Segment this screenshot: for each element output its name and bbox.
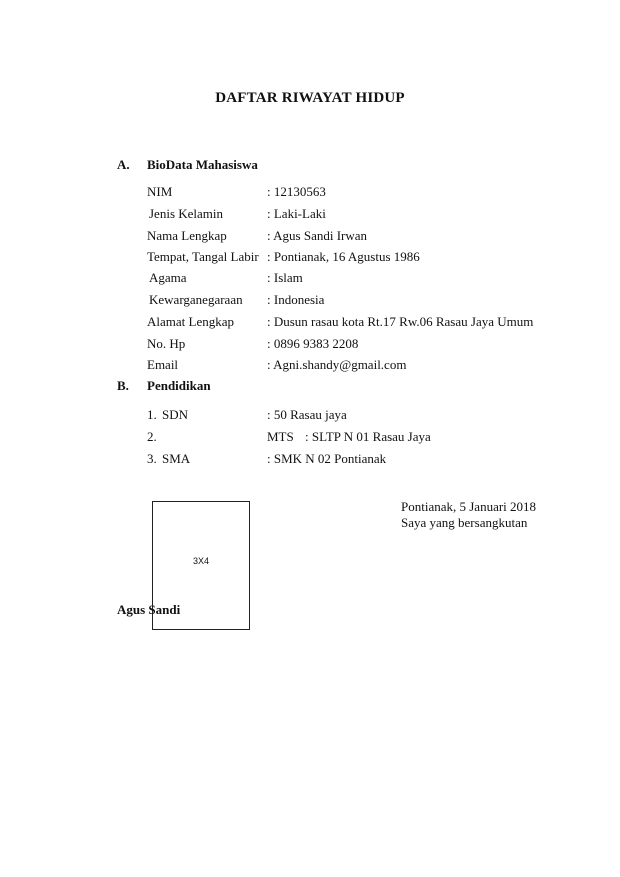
religion-label: Agama — [149, 270, 187, 285]
page-title: DAFTAR RIWAYAT HIDUP — [215, 90, 405, 106]
citizenship-value: : Indonesia — [267, 292, 325, 307]
full-name-label: Nama Lengkap — [147, 228, 227, 243]
email-value: : Agni.shandy@gmail.com — [267, 357, 407, 372]
section-a-title: BioData Mahasiswa — [147, 157, 258, 172]
birth-value: : Pontianak, 16 Agustus 1986 — [267, 249, 420, 264]
address-value: : Dusun rasau kota Rt.17 Rw.06 Rasau Jaya Umum — [267, 314, 534, 329]
citizenship-label: Kewarganegaraan — [149, 292, 243, 307]
section-a-letter: A. — [117, 157, 130, 172]
nim-value: : 12130563 — [267, 184, 326, 199]
address-label: Alamat Lengkap — [147, 314, 234, 329]
edu-2-value: : SLTP N 01 Rasau Jaya — [305, 429, 431, 444]
signature-statement: Saya yang bersangkutan — [401, 515, 528, 530]
birth-label: Tempat, Tangal Labir — [147, 249, 259, 264]
phone-label: No. Hp — [147, 336, 186, 351]
signature-name: Agus Sandi — [117, 602, 181, 617]
gender-value: : Laki-Laki — [267, 206, 326, 221]
edu-2-number: 2. — [147, 429, 157, 444]
edu-3-number: 3. — [147, 451, 157, 466]
edu-3-value: : SMK N 02 Pontianak — [267, 451, 387, 466]
section-b-letter: B. — [117, 378, 129, 393]
edu-1-label: SDN — [162, 407, 189, 422]
edu-3-label: SMA — [162, 451, 191, 466]
edu-1-value: : 50 Rasau jaya — [267, 407, 347, 422]
section-b-title: Pendidikan — [147, 378, 211, 393]
full-name-value: : Agus Sandi Irwan — [267, 228, 368, 243]
phone-value: : 0896 9383 2208 — [267, 336, 359, 351]
signature-place-date: Pontianak, 5 Januari 2018 — [401, 499, 537, 514]
photo-size-label: 3X4 — [192, 556, 209, 566]
nim-label: NIM — [147, 184, 173, 199]
edu-1-number: 1. — [147, 407, 157, 422]
religion-value: : Islam — [267, 270, 303, 285]
gender-label: Jenis Kelamin — [149, 206, 224, 221]
email-label: Email — [147, 357, 179, 372]
edu-2-label: MTS — [267, 429, 294, 444]
